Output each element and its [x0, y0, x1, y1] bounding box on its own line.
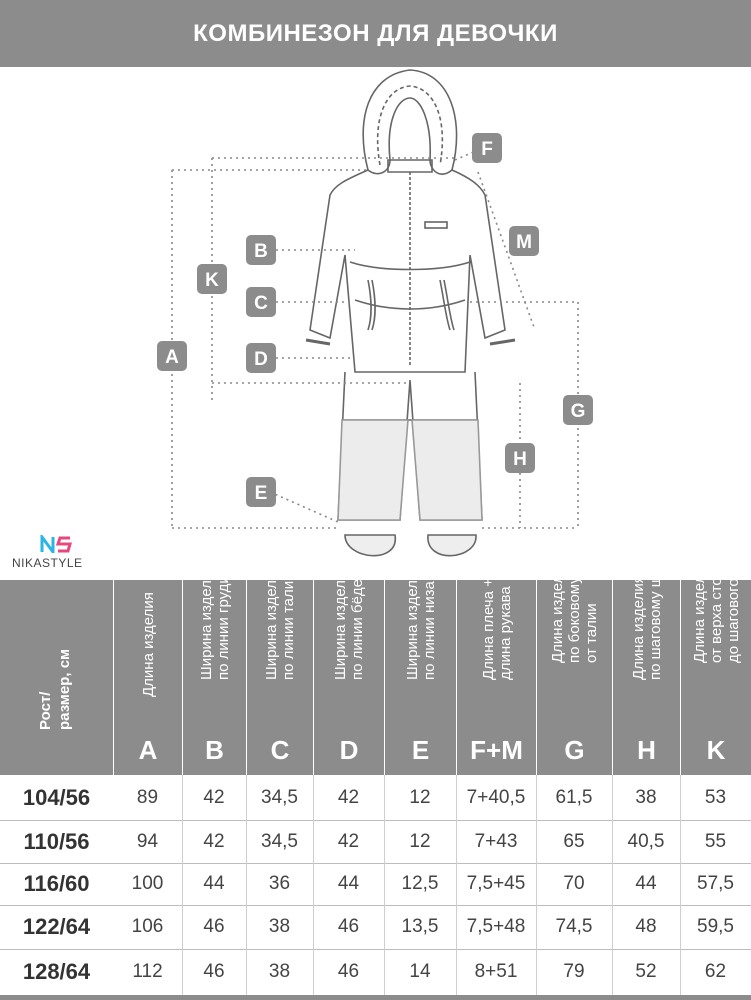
- value-cell: 7,5+48: [466, 916, 526, 937]
- value-cell: 12,5: [401, 873, 439, 894]
- value-cell: 7+43: [474, 830, 518, 852]
- column-header-h: [613, 560, 680, 775]
- size-column-header: [0, 580, 113, 775]
- column-header-k: [681, 545, 751, 775]
- value-cell: 52: [635, 961, 657, 982]
- column-header-c: [247, 563, 313, 775]
- svg-text:C: C: [254, 293, 268, 314]
- value-cell: 7+40,5: [466, 786, 526, 808]
- column-description: Длина изделия по боковому шву от талии: [549, 544, 600, 663]
- value-cell: 106: [131, 916, 164, 937]
- value-cell: 44: [203, 873, 225, 894]
- value-cell: 59,5: [697, 916, 734, 937]
- value-cell: 8+51: [474, 961, 518, 982]
- value-cell: 36: [268, 873, 291, 894]
- svg-text:M: M: [516, 232, 532, 253]
- column-letter: A: [138, 735, 158, 765]
- column-description: Длина изделия от верха стойки до шагового шва: [690, 545, 742, 663]
- svg-text:E: E: [254, 483, 268, 504]
- column-header-d: [314, 563, 384, 775]
- value-cell: 40,5: [627, 830, 665, 852]
- value-cell: 42: [203, 830, 225, 852]
- value-cell: 46: [337, 916, 360, 937]
- table-bottom-bar: [0, 995, 751, 1000]
- brand-mark-icon: [40, 535, 122, 553]
- diagram-label-c: [246, 287, 276, 317]
- svg-text:G: G: [570, 401, 586, 422]
- value-cell: 112: [132, 961, 163, 982]
- value-cell: 65: [563, 830, 585, 852]
- svg-text:A: A: [165, 347, 179, 368]
- value-cell: 53: [704, 786, 727, 808]
- column-letter: B: [205, 735, 224, 765]
- brand-logo: [12, 535, 122, 570]
- value-cell: 14: [409, 961, 431, 982]
- svg-text:H: H: [513, 449, 527, 470]
- column-description: Ширина изделия по линии груди: [197, 563, 232, 680]
- column-letter: H: [637, 735, 656, 765]
- svg-text:F: F: [481, 139, 493, 160]
- size-cell: 116/60: [23, 871, 90, 896]
- diagram-label-e: [246, 477, 276, 507]
- column-divider: [246, 775, 247, 995]
- column-divider: [313, 775, 314, 995]
- column-letter: F+M: [470, 735, 523, 765]
- diagram-label-b: [246, 235, 276, 265]
- value-cell: 46: [337, 961, 360, 982]
- jumpsuit-illustration: [0, 67, 751, 580]
- column-letter: C: [270, 735, 290, 765]
- value-cell: 94: [136, 830, 159, 852]
- column-description: Длина изделия по шаговому шву: [629, 560, 664, 680]
- value-cell: 42: [337, 830, 360, 852]
- column-letter: K: [706, 735, 726, 765]
- page-title: КОМБИНЕЗОН ДЛЯ ДЕВОЧКИ: [0, 0, 751, 67]
- column-header-f-m: [457, 580, 536, 775]
- size-column-header-text: Рост/ размер, см: [37, 648, 73, 730]
- value-cell: 44: [635, 873, 657, 894]
- column-description: Ширина изделия по линии талии: [263, 563, 297, 680]
- value-cell: 46: [203, 961, 225, 982]
- svg-text:B: B: [254, 241, 268, 262]
- brand-name: NIKASTYLE: [12, 556, 83, 570]
- value-cell: 89: [136, 786, 159, 808]
- value-cell: 74,5: [555, 916, 593, 937]
- size-cell: 110/56: [23, 828, 90, 854]
- column-letter: G: [564, 735, 585, 765]
- value-cell: 13,5: [401, 916, 439, 937]
- value-cell: 7,5+45: [466, 873, 526, 894]
- column-divider: [612, 775, 613, 995]
- column-header-a: [114, 580, 182, 775]
- diagram-label-k: [197, 264, 227, 294]
- column-description: Ширина изделия по линии бёдер: [332, 563, 366, 680]
- column-divider: [456, 775, 457, 995]
- size-cell: 128/64: [22, 959, 91, 984]
- diagram-label-f: [472, 133, 502, 163]
- column-description: Длина плеча + длина рукава: [479, 578, 514, 680]
- column-divider: [182, 775, 183, 995]
- value-cell: 70: [563, 873, 585, 894]
- column-divider: [680, 775, 681, 995]
- column-divider: [536, 775, 537, 995]
- diagram-label-g: [563, 395, 593, 425]
- svg-text:K: K: [205, 270, 219, 291]
- value-cell: 34,5: [261, 830, 298, 852]
- column-divider: [384, 775, 385, 995]
- value-cell: 44: [337, 873, 360, 894]
- value-cell: 38: [635, 786, 657, 808]
- row-divider: [0, 905, 751, 906]
- value-cell: 38: [268, 961, 291, 982]
- row-divider: [0, 820, 751, 821]
- value-cell: 55: [704, 830, 727, 852]
- garment-diagram: [0, 67, 751, 580]
- value-cell: 79: [563, 961, 585, 982]
- diagram-label-a: [157, 341, 187, 371]
- value-cell: 42: [337, 786, 360, 808]
- value-cell: 34,5: [261, 786, 298, 808]
- size-cell: 104/56: [22, 784, 91, 810]
- row-divider: [0, 863, 751, 864]
- svg-text:D: D: [254, 349, 268, 370]
- value-cell: 42: [203, 786, 225, 808]
- value-cell: 61,5: [555, 786, 593, 808]
- column-description: Длина изделия: [139, 592, 157, 697]
- diagram-label-h: [505, 443, 535, 473]
- column-letter: D: [339, 735, 359, 765]
- value-cell: 62: [704, 961, 727, 982]
- column-header-e: [385, 563, 456, 775]
- diagram-label-m: [509, 226, 539, 256]
- column-header-b: [183, 563, 246, 775]
- value-cell: 12: [409, 830, 431, 852]
- value-cell: 57,5: [697, 873, 734, 894]
- row-divider: [0, 949, 751, 950]
- value-cell: 48: [635, 916, 657, 937]
- column-header-g: [537, 544, 612, 775]
- column-description: Ширина изделия по линии низа: [403, 563, 438, 680]
- value-cell: 100: [131, 873, 164, 894]
- size-cell: 122/64: [22, 914, 91, 939]
- column-letter: E: [411, 735, 430, 765]
- value-cell: 46: [203, 916, 225, 937]
- value-cell: 38: [268, 916, 291, 937]
- value-cell: 12: [409, 786, 431, 808]
- diagram-label-d: [246, 343, 276, 373]
